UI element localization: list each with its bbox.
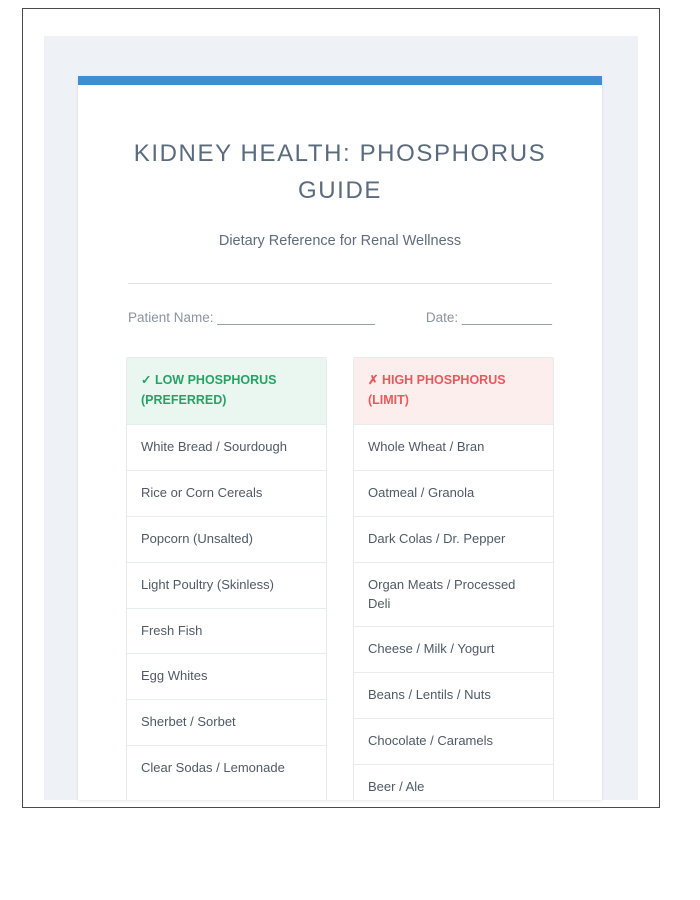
patient-info-row <box>124 310 556 325</box>
patient-name-field[interactable]: Patient Name: _____________________ <box>128 310 375 326</box>
date-field[interactable]: Date: ____________ <box>425 310 552 326</box>
list-item: Beans / Lentils / Nuts <box>354 672 553 718</box>
list-item: Light Poultry (Skinless) <box>127 562 326 608</box>
list-item: Chocolate / Caramels <box>354 718 553 764</box>
list-item: Rice or Corn Cereals <box>127 470 326 516</box>
list-item: Whole Wheat / Bran <box>354 424 553 470</box>
high-phosphorus-heading: ✗ HIGH PHOSPHORUS (LIMIT) <box>354 358 553 424</box>
list-item: Fresh Fish <box>127 608 326 654</box>
list-item: Sherbet / Sorbet <box>127 699 326 745</box>
list-item: Clear Sodas / Lemonade <box>127 745 326 791</box>
high-phosphorus-column <box>353 357 554 800</box>
low-phosphorus-heading: ✓ LOW PHOSPHORUS (PREFERRED) <box>127 358 326 424</box>
phosphorus-columns <box>124 357 556 800</box>
list-item: White Bread / Sourdough <box>127 424 326 470</box>
header-divider <box>128 283 552 284</box>
low-phosphorus-column <box>126 357 327 800</box>
document-body <box>78 85 602 800</box>
list-item: Cheese / Milk / Yogurt <box>354 626 553 672</box>
page-title: KIDNEY HEALTH: PHOSPHORUS GUIDE <box>133 140 547 205</box>
list-item: Organ Meats / Processed Deli <box>354 562 553 627</box>
list-item: Oatmeal / Granola <box>354 470 553 516</box>
list-item: Egg Whites <box>127 653 326 699</box>
list-item: Popcorn (Unsalted) <box>127 516 326 562</box>
page-subtitle: Dietary Reference for Renal Wellness <box>218 233 462 250</box>
document-accent-bar <box>78 76 602 85</box>
list-item: Dark Colas / Dr. Pepper <box>354 516 553 562</box>
list-item: Beer / Ale <box>354 764 553 800</box>
low-column-spacer <box>127 791 326 800</box>
document-sheet <box>78 76 602 800</box>
